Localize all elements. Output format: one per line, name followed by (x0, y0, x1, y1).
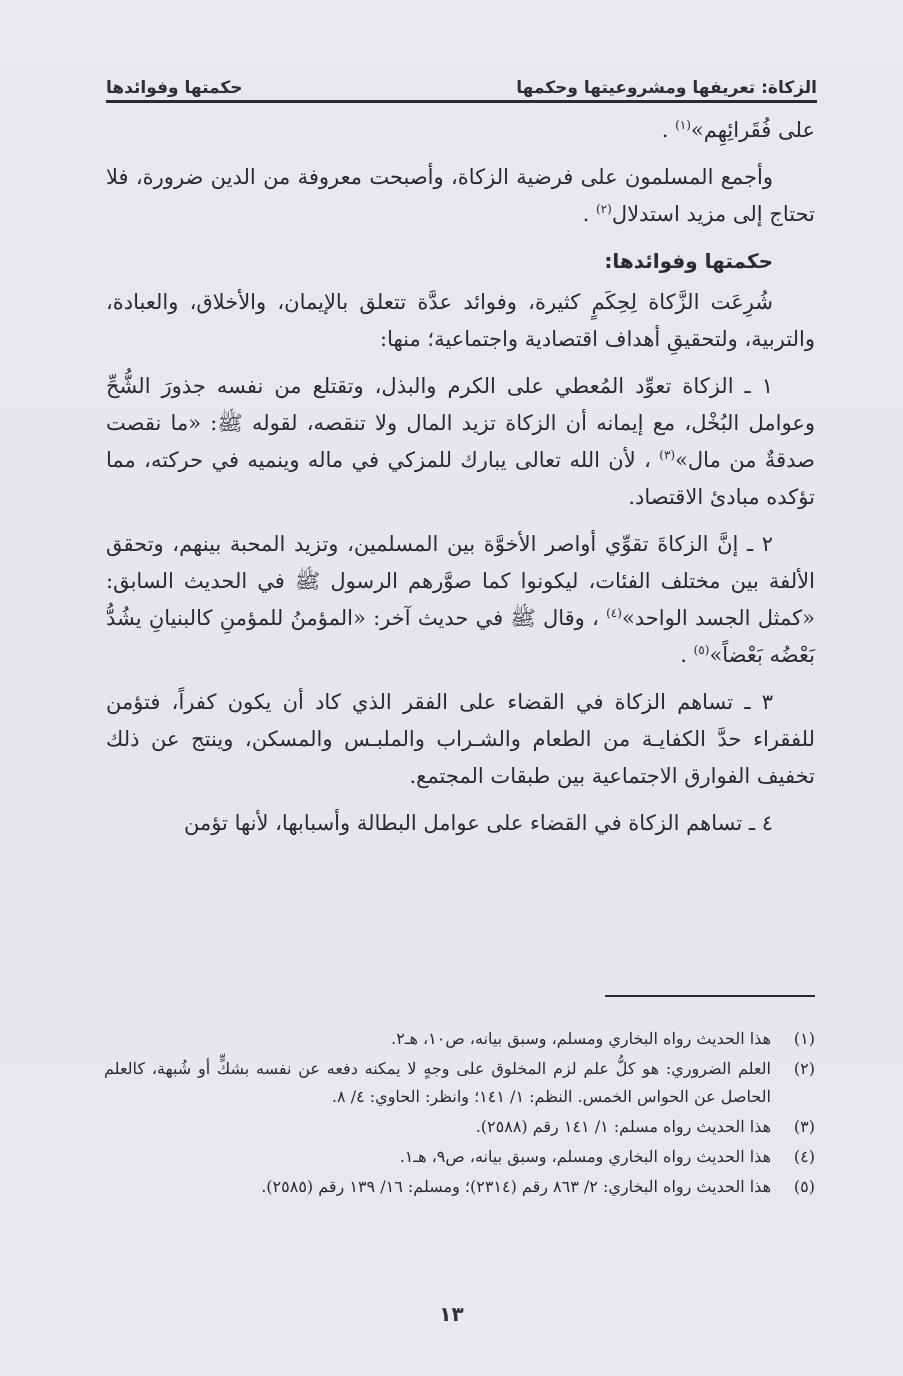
footnote-number: (٥) (793, 1177, 815, 1196)
footnote-text: هذا الحديث رواه البخاري: ٢/ ٨٦٣ رقم (٢٣١٤)؛ ومسلم: ١٦/ ١٣٩ رقم (٢٥٨٥). (261, 1177, 771, 1196)
footnote-text: هذا الحديث رواه البخاري ومسلم، وسبق بيانه، ص١٠، هـ٢. (391, 1029, 771, 1048)
footnote (104, 1025, 815, 1053)
section-title: حكمتها وفوائدها (106, 78, 243, 98)
paragraph-intro: شُرِعَت الزَّكاة لِحِكَمٍ كثيرة، وفوائد عدَّة تتعلق بالإيمان، والأخلاق، والعبادة، والتربية، ولتحقيقِ أهداف اقتصادية واجتماعية؛ منها: (106, 290, 815, 351)
list-item-1: ١ ـ الزكاة تعوِّد المُعطي على الكرم والبذل، وتقتلع من نفسه جذورَ الشُّحِّ وعوامل البُخْل، مع إيمانه أن الزكاة تزيد المال ولا تنقصه، لقوله ﷺ: «ما نقصت صدقةٌ من مال»$^{(٣)}$ ، لأن الله تعالى يبارك للمزكي في ماله وينميه في حركته، مما تؤكده مبادئ الاقتصاد. (106, 374, 815, 509)
header-divider (106, 100, 817, 103)
body-text (106, 112, 815, 852)
list-item-2: ٢ ـ إنَّ الزكاةَ تقوِّي أواصر الأخوَّة بين المسلمين، وتزيد المحبة بينهم، وتحقق الألفة بين مختلف الفئات، ليكونوا كما صوَّرهم الرسول ﷺ في الحديث السابق: «كمثل الجسد الواحد»$^{(٤)}$ ، وقال ﷺ في حديث آخر: «المؤمنُ للمؤمنِ كالبنيانِ يشُدُّ بَعْضُه بَعْضاً»$^{(٥)}$ . (106, 532, 815, 667)
list-item-4: ٤ ـ تساهم الزكاة في القضاء على عوامل البطالة وأسبابها، لأنها تؤمن (183, 811, 773, 835)
footnote-divider (605, 995, 815, 997)
footnote-ref-2: (٢) (595, 202, 612, 216)
chapter-title: الزكاة: تعريفها ومشروعيتها وحكمها (516, 78, 817, 98)
footnote-number: (٢) (793, 1059, 815, 1078)
footnotes (104, 1025, 815, 1203)
footnote-number: (٣) (793, 1117, 815, 1136)
running-header (106, 58, 817, 98)
footnote-ref-4: (٤) (606, 606, 622, 620)
list-item-3: ٣ ـ تساهم الزكاة في القضاء على الفقر الذي كاد أن يكون كفراً، فتؤمن للفقراء حدَّ الكفايـة من الطعام والشـراب والملبـس والمسكن، وينتج عن ذلك تخفيف الفوارق الاجتماعية بين طبقات المجتمع. (106, 690, 815, 788)
page-number: ١٣ (439, 1302, 464, 1326)
footnote-text: هذا الحديث رواه البخاري ومسلم، وسبق بيانه، ص٩، هـ١. (399, 1147, 771, 1166)
footnote (104, 1143, 815, 1171)
paragraph-consensus: وأجمع المسلمون على فرضية الزكاة، وأصبحت معروفة من الدين ضرورة، فلا تحتاج إلى مزيد استدلال$^{(٢)}$ . (106, 165, 815, 226)
footnote (104, 1173, 815, 1201)
footnote (104, 1113, 815, 1141)
footnote-number: (١) (793, 1029, 815, 1048)
footnote-ref-1: (١) (675, 118, 691, 132)
footnote-number: (٤) (793, 1147, 815, 1166)
footnote-ref-3: (٣) (659, 448, 676, 462)
section-heading: حكمتها وفوائدها: (604, 249, 773, 273)
paragraph-continuation: على فُقَرائِهِم»$^{(١)}$ . (661, 118, 815, 142)
footnote-ref-5: (٥) (693, 643, 710, 657)
footnote (104, 1055, 815, 1111)
footnote-text: هذا الحديث رواه مسلم: ١/ ١٤١ رقم (٢٥٨٨). (475, 1117, 771, 1136)
footnote-text: العلم الضروري: هو كلُّ علم لزم المخلوق على وجهٍ لا يمكنه دفعه عن نفسه بشكٍّ أو شُبهة، كالعلم الحاصل عن الحواس الخمس. النظم: ١/ ١٤١؛ وانظر: الحاوي: ٤/ ٨. (104, 1059, 771, 1106)
